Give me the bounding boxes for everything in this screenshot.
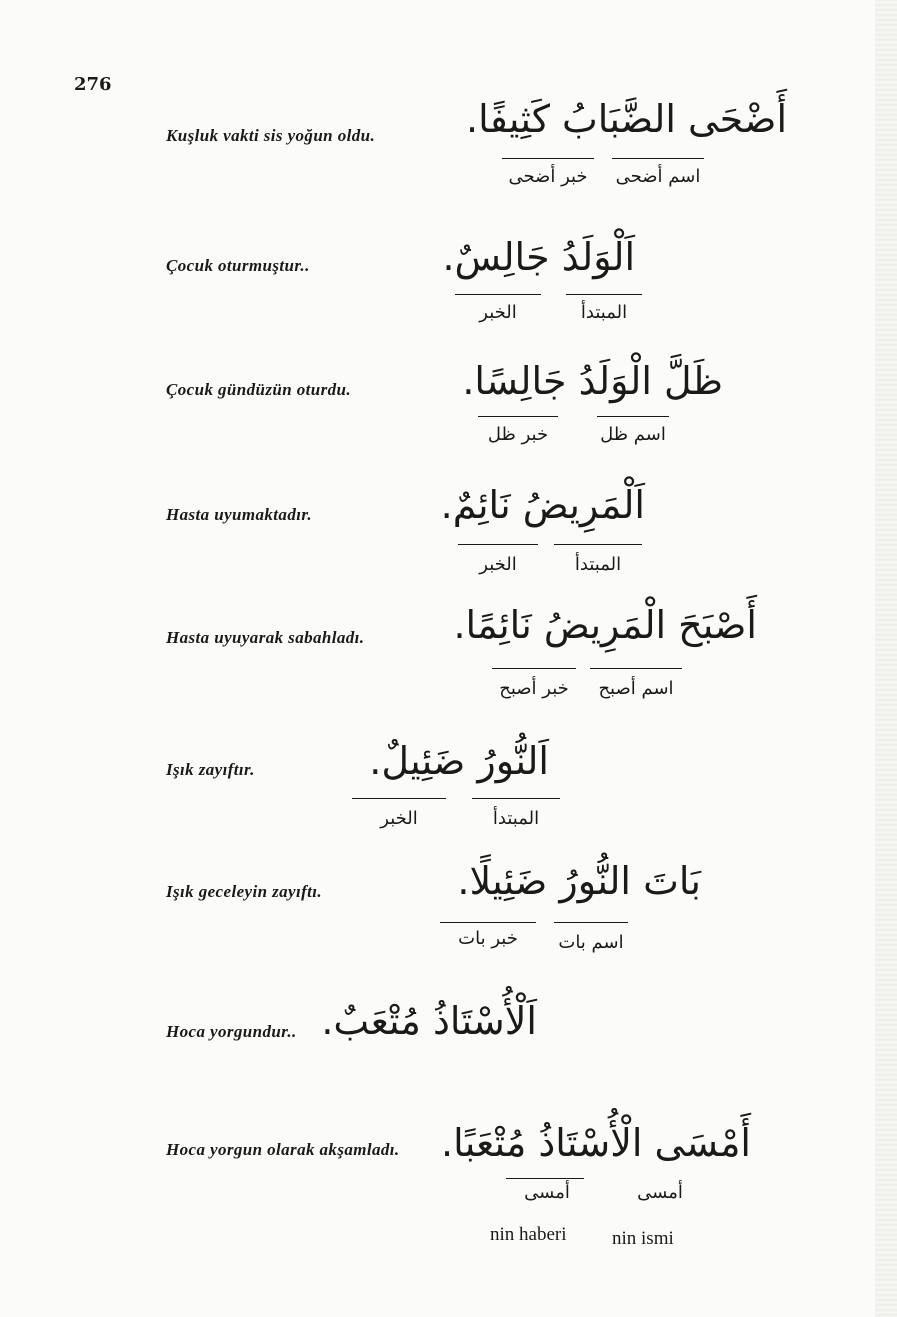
turkish-translation: Işık geceleyin zayıftı. [166,882,323,901]
grammar-label-khabar: الخبر [380,808,418,829]
note-ismi: nin ismi [612,1228,674,1249]
arabic-sentence: اَلْوَلَدُ جَالِسٌ. [442,235,635,279]
arabic-sentence: أَصْبَحَ الْمَرِيضُ نَائِمًا. [453,603,757,647]
turkish-translation: Kuşluk vakti sis yoğun oldu. [166,126,376,145]
underline-ism [554,922,628,923]
turkish-translation: Hasta uyumaktadır. [166,505,313,524]
turkish-translation: Çocuk oturmuştur.. [166,256,310,275]
arabic-sentence: ظَلَّ الْوَلَدُ جَالِسًا. [462,359,723,403]
grammar-label-khabar: خبر أضحى [508,166,588,187]
grammar-label-ism: اسم أضحى [615,166,701,187]
grammar-label-khabar: الخبر [479,554,517,575]
underline-mubtada [472,798,560,799]
underline-khabar [502,158,594,159]
grammar-label-mubtada: المبتدأ [574,554,622,575]
arabic-sentence: أَضْحَى الضَّبَابُ كَثِيفًا. [466,97,787,141]
underline-mubtada [566,294,642,295]
turkish-translation: Işık zayıftır. [166,760,255,779]
note-haberi: nin haberi [490,1224,567,1245]
underline-khabar [478,416,558,417]
arabic-sentence: اَلْأُسْتَاذُ مُتْعَبٌ. [321,999,537,1043]
page-number: 276 [74,74,112,95]
grammar-label-khabar: خبر ظل [487,424,549,445]
underline-khabar [440,922,536,923]
underline-khabar [455,294,541,295]
underline-mubtada [554,544,642,545]
grammar-label-khabar: الخبر [479,302,517,323]
underline-ism [597,416,669,417]
underline-ism [612,158,704,159]
arabic-sentence: أَمْسَى الْأُسْتَاذُ مُتْعَبًا. [441,1121,751,1165]
grammar-label-ism: اسم بات [558,932,624,953]
grammar-label-khabar: خبر بات [458,928,518,949]
underline-khabar [506,1178,584,1179]
underline-ism [590,668,682,669]
grammar-label-khabar: خبر أصبح [499,678,569,699]
grammar-label-mubtada: المبتدأ [580,302,628,323]
arabic-sentence: اَلْمَرِيضُ نَائِمٌ. [440,483,645,527]
page-edge-shadow [875,0,897,1317]
grammar-label-ism: اسم ظل [600,424,666,445]
turkish-translation: Hoca yorgundur.. [166,1022,297,1041]
grammar-label-ism: اسم أصبح [598,678,674,699]
underline-khabar [492,668,576,669]
underline-khabar [458,544,538,545]
arabic-sentence: بَاتَ النُّورُ ضَئِيلًا. [457,859,701,903]
grammar-label-amsa-khabar: أمسى [524,1182,570,1203]
turkish-translation: Hoca yorgun olarak akşamladı. [166,1140,400,1159]
turkish-translation: Çocuk gündüzün oturdu. [166,380,352,399]
grammar-label-mubtada: المبتدأ [492,808,540,829]
grammar-label-amsa-ism: أمسى [637,1182,683,1203]
underline-khabar [352,798,446,799]
turkish-translation: Hasta uyuyarak sabahladı. [166,628,365,647]
arabic-sentence: اَلنُّورُ ضَئِيلٌ. [369,739,549,783]
